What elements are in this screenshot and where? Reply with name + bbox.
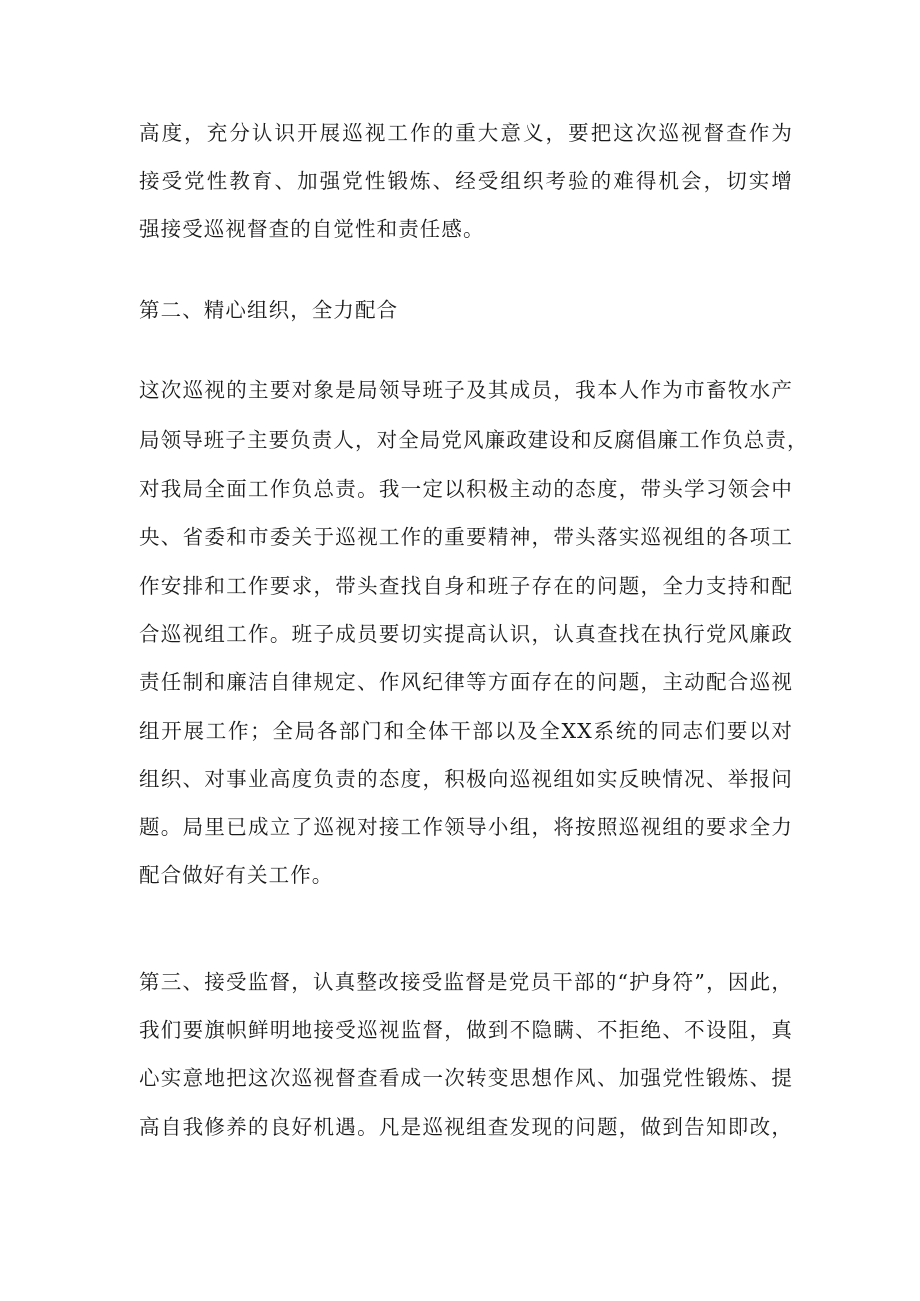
paragraph-2-line: 题。局里已成立了巡视对接工作领导小组，将按照巡视组的要求全力 xyxy=(139,815,793,839)
paragraph-1-line: 高度，充分认识开展巡视工作的重大意义，要把这次巡视督查作为 xyxy=(139,121,793,145)
paragraph-2-line: 对我局全面工作负总责。我一定以积极主动的态度，带头学习领会中 xyxy=(139,477,793,501)
paragraph-3-line: 第三、接受监督，认真整改接受监督是党员干部的“护身符”，因此， xyxy=(139,970,793,994)
paragraph-2-line: 责任制和廉洁自律规定、作风纪律等方面存在的问题，主动配合巡视 xyxy=(139,670,793,694)
paragraph-2-line: 作安排和工作要求，带头查找自身和班子存在的问题，全力支持和配 xyxy=(139,574,793,598)
paragraph-1-line: 强接受巡视督查的自觉性和责任感。 xyxy=(139,217,485,241)
paragraph-2-line: 合巡视组工作。班子成员要切实提高认识，认真查找在执行党风廉政 xyxy=(139,622,793,646)
paragraph-3-line: 高自我修养的良好机遇。凡是巡视组查发现的问题，做到告知即改， xyxy=(139,1115,793,1139)
paragraph-2-line: 组织、对事业高度负责的态度，积极向巡视组如实反映情况、举报问 xyxy=(139,767,793,791)
paragraph-2-line: 央、省委和市委关于巡视工作的重要精神，带头落实巡视组的各项工 xyxy=(139,525,793,549)
paragraph-2-line: 局领导班子主要负责人，对全局党风廉政建设和反腐倡廉工作负总责， xyxy=(139,428,809,452)
paragraph-3-line: 心实意地把这次巡视督查看成一次转变思想作风、加强党性锻炼、提 xyxy=(139,1066,793,1090)
paragraph-1-line: 接受党性教育、加强党性锻炼、经受组织考验的难得机会，切实增 xyxy=(139,169,793,193)
section-heading: 第二、精心组织，全力配合 xyxy=(139,298,399,322)
paragraph-2-line: 这次巡视的主要对象是局领导班子及其成员，我本人作为市畜牧水产 xyxy=(139,378,793,402)
paragraph-3-line: 我们要旗帜鲜明地接受巡视监督，做到不隐瞒、不拒绝、不设阻，真 xyxy=(139,1018,793,1042)
paragraph-2-line: 组开展工作；全局各部门和全体干部以及全XX系统的同志们要以对 xyxy=(139,719,793,743)
paragraph-2-line: 配合做好有关工作。 xyxy=(139,863,334,887)
